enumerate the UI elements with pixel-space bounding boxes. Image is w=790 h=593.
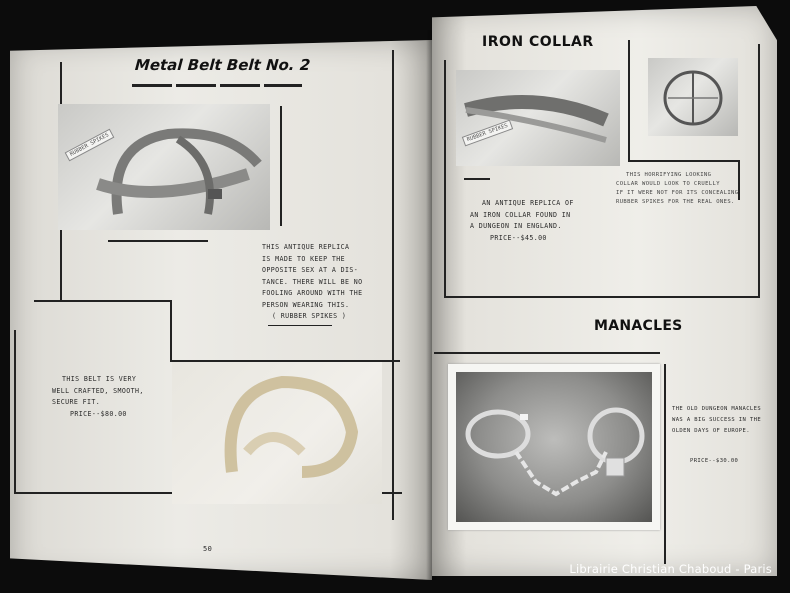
heading-underline	[132, 84, 302, 87]
iron-collar-side-note	[616, 171, 738, 207]
manacles-price: PRICE--$30.00	[690, 458, 739, 464]
frame-line	[280, 106, 282, 226]
frame-line	[34, 300, 172, 302]
description-line: WELL CRAFTED, SMOOTH,	[52, 386, 144, 395]
description-line: WAS A BIG SUCCESS IN THE	[672, 417, 762, 423]
description-line: PERSON WEARING THIS.	[262, 300, 350, 309]
frame-line	[628, 160, 740, 162]
metal-belt-heading: Metal Belt Belt No. 2	[134, 56, 311, 74]
belt-no2-photo	[172, 362, 382, 504]
side-note-line: THIS HORRIFYING LOOKING	[626, 172, 712, 178]
description-line: THIS BELT IS VERY	[62, 375, 137, 383]
belt-no2-image	[172, 362, 382, 504]
description-line: AN ANTIQUE REPLICA OF	[482, 199, 574, 207]
collar-side-photo	[648, 58, 738, 136]
iron-collar-image	[456, 70, 620, 166]
frame-line	[444, 60, 446, 298]
frame-line	[444, 296, 760, 298]
belt-no2-description	[52, 374, 144, 420]
rubber-spikes-tag: RUBBER SPIKES	[65, 129, 115, 162]
description-line: THIS ANTIQUE REPLICA	[262, 243, 350, 251]
description-line: FOOLING AROUND WITH THE	[262, 289, 363, 297]
frame-line	[170, 300, 172, 362]
metal-belt-photo	[58, 104, 270, 230]
description-line: SECURE FIT.	[52, 398, 101, 406]
frame-line	[108, 240, 208, 242]
iron-collar-description	[470, 198, 574, 244]
watermark-text: Librairie Christian Chaboud - Paris	[569, 562, 772, 576]
page-number: 50	[203, 545, 213, 553]
frame-line	[664, 364, 666, 564]
frame-line	[758, 44, 760, 298]
frame-line	[628, 40, 630, 162]
rubber-spikes-underline	[268, 325, 332, 326]
side-note-line: RUBBER SPIKES FOR THE REAL ONES.	[616, 199, 735, 205]
description-line: TANCE. THERE WILL BE NO	[262, 277, 363, 286]
rubber-spikes-tag: RUBBER SPIKES	[462, 120, 513, 147]
description-line: ( RUBBER SPIKES )	[272, 312, 347, 320]
description-line: AN IRON COLLAR FOUND IN	[470, 210, 571, 219]
frame-line	[392, 50, 394, 520]
iron-collar-heading: IRON COLLAR	[482, 34, 594, 50]
metal-belt-image	[58, 104, 270, 230]
manacles-description	[672, 404, 761, 437]
side-note-line: COLLAR WOULD LOOK TO CRUELLY	[616, 181, 720, 187]
description-line: OLDEN DAYS OF EUROPE.	[672, 428, 750, 434]
metal-belt-description	[262, 242, 363, 323]
frame-line	[464, 178, 490, 180]
iron-collar-price: PRICE--$45.00	[490, 233, 547, 242]
frame-line	[14, 330, 16, 494]
description-line: IS MADE TO KEEP THE	[262, 254, 346, 263]
belt-price: PRICE--$80.00	[70, 409, 127, 418]
collar-side-image	[648, 58, 738, 136]
description-line: THE OLD DUNGEON MANACLES	[672, 406, 762, 412]
description-line: OPPOSITE SEX AT A DIS-	[262, 266, 359, 274]
manacles-image	[456, 372, 652, 522]
frame-line	[434, 352, 660, 354]
description-line: A DUNGEON IN ENGLAND.	[470, 222, 562, 230]
iron-collar-photo	[456, 70, 620, 166]
manacles-photo	[456, 372, 652, 522]
side-note-line: IF IT WERE NOT FOR ITS CONCEALING	[616, 190, 739, 196]
manacles-heading: MANACLES	[594, 318, 683, 334]
